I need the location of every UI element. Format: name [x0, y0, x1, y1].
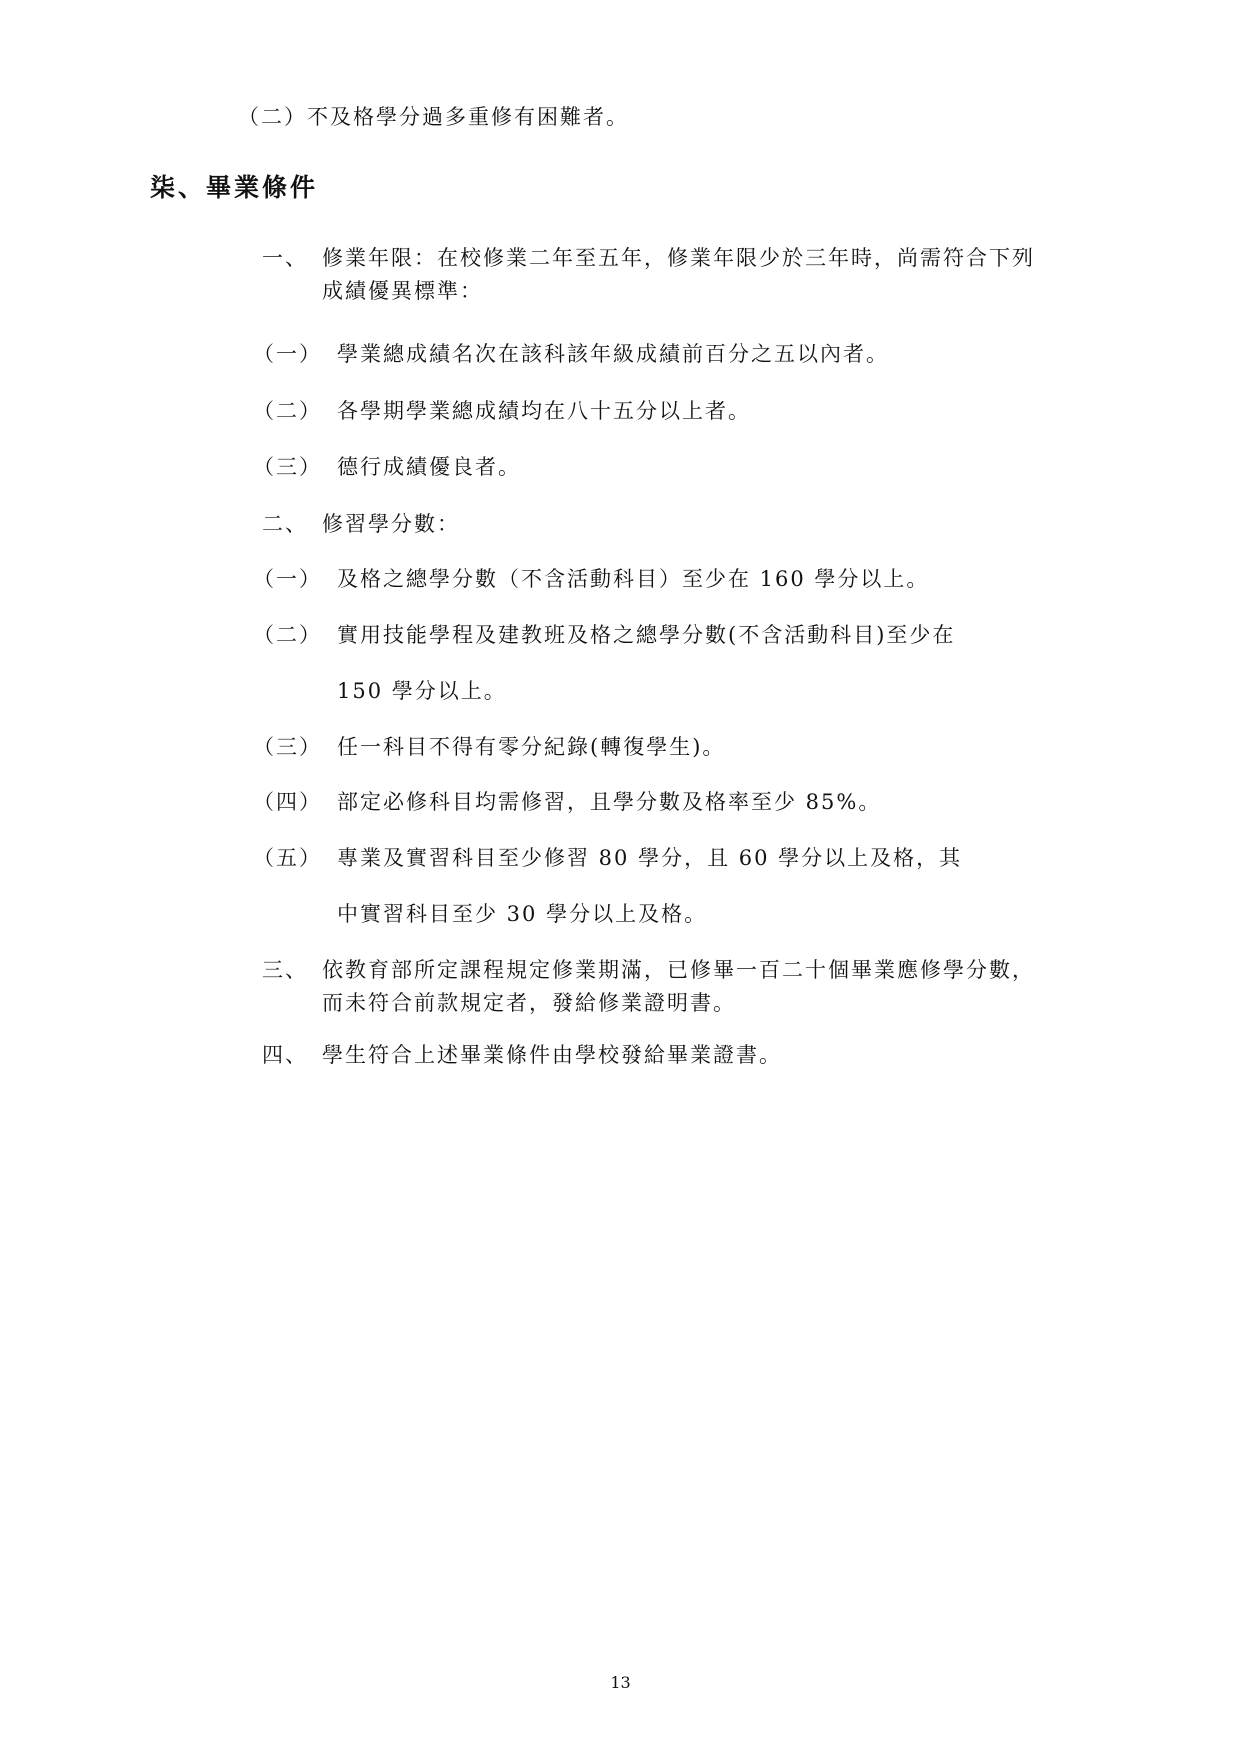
item-text: 學業總成績名次在該科該年級成績前百分之五以內者。 — [337, 342, 889, 366]
item-marker: （一） — [253, 342, 322, 366]
item-marker: （一） — [253, 567, 322, 591]
item-marker: 二、 — [262, 512, 308, 536]
item-marker: （四） — [253, 790, 322, 814]
item-text: 150 學分以上。 — [337, 679, 507, 703]
item-marker: （二） — [253, 623, 322, 647]
item-text: 各學期學業總成績均在八十五分以上者。 — [337, 399, 751, 423]
item-text: 中實習科目至少 30 學分以上及格。 — [337, 902, 708, 926]
item-text: 任一科目不得有零分紀錄(轉復學生)。 — [337, 735, 726, 759]
item-marker: （五） — [253, 846, 322, 870]
item-text: 而未符合前款規定者，發給修業證明書。 — [322, 991, 736, 1015]
item-text: 德行成績優良者。 — [337, 455, 521, 479]
item-text: 部定必修科目均需修習，且學分數及格率至少 85%。 — [337, 790, 882, 814]
item-text: 專業及實習科目至少修習 80 學分，且 60 學分以上及格，其 — [337, 846, 963, 870]
item-marker: 三、 — [262, 958, 308, 982]
section-heading: 柒、畢業條件 — [150, 173, 319, 202]
item-text: 依教育部所定課程規定修業期滿，已修畢一百二十個畢業應修學分數， — [322, 958, 1035, 982]
item-marker: （三） — [253, 455, 322, 479]
page-number: 13 — [610, 1673, 631, 1692]
top-line: （二）不及格學分過多重修有困難者。 — [238, 105, 629, 129]
item-text: 修習學分數： — [322, 512, 460, 536]
item-marker: （二） — [253, 399, 322, 423]
item-text: 成績優異標準： — [322, 279, 483, 303]
item-marker: 一、 — [262, 246, 308, 270]
item-text: 學生符合上述畢業條件由學校發給畢業證書。 — [322, 1043, 782, 1067]
item-marker: 四、 — [262, 1043, 308, 1067]
item-text: 實用技能學程及建教班及格之總學分數(不含活動科目)至少在 — [337, 623, 956, 647]
item-marker: （三） — [253, 735, 322, 759]
item-text: 及格之總學分數（不含活動科目）至少在 160 學分以上。 — [337, 567, 930, 591]
item-text: 修業年限：在校修業二年至五年，修業年限少於三年時，尚需符合下列 — [322, 246, 1035, 270]
